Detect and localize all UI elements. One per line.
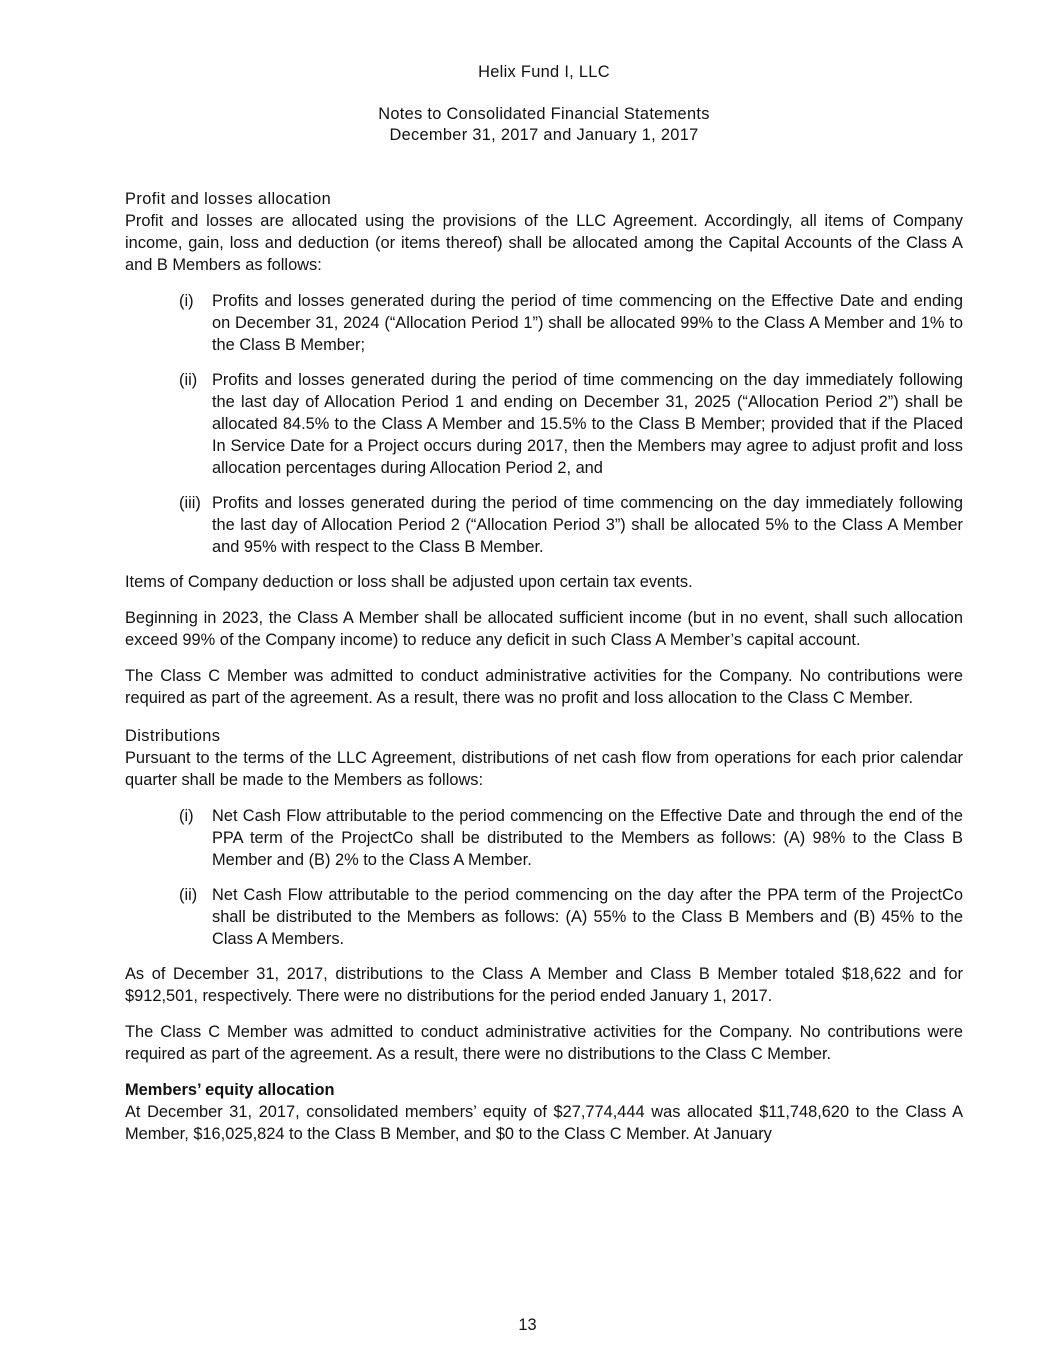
list-item-number: (ii) [179, 886, 198, 904]
distribution-totals-paragraph: As of December 31, 2017, distributions to the Class A Member and Class B Member totaled $18,622 and for $912,501, respectively. There were no distributions for the period ended January 1, 2017. [125, 965, 963, 1005]
list-item-text: Net Cash Flow attributable to the period commencing on the day after the PPA term of the ProjectCo shall be distributed to the Members as follows: (A) 55% to the Class B Members and (B) 45% to the Class A Members. [212, 886, 963, 948]
list-item [125, 492, 963, 558]
list-item-number: (i) [179, 292, 194, 310]
list-item [125, 884, 963, 950]
list-item-text: Net Cash Flow attributable to the period commencing on the Effective Date and through the end of the PPA term of the ProjectCo shall be distributed to the Members as follows: (A) 98% to the Class B Member and (B) 2% to the Class A Member. [212, 807, 963, 869]
profit-loss-section [125, 188, 963, 709]
document-title: Notes to Consolidated Financial Statements [378, 105, 710, 123]
list-item-number: (ii) [179, 371, 198, 389]
equity-paragraph: At December 31, 2017, consolidated members’ equity of $27,774,444 was allocated $11,748,620 to the Class A Member, $16,025,824 to the Class B Member, and $0 to the Class C Member. At January [125, 1103, 963, 1143]
list-item-text: Profits and losses generated during the period of time commencing on the day immediately following the last day of Allocation Period 2 (“Allocation Period 3”) shall be allocated 5% to the Class A Member and 95% with respect to the Class B Member. [212, 494, 963, 556]
list-item [125, 369, 963, 479]
distributions-list [125, 805, 963, 950]
tax-events-paragraph: Items of Company deduction or loss shall be adjusted upon certain tax events. [125, 573, 693, 591]
profit-loss-intro: Profit and losses are allocated using the provisions of the LLC Agreement. Accordingly, all items of Company income, gain, loss and deduction (or items thereof) shall be allocated among the Capital Accounts of the Class A and B Members as follows: [125, 212, 963, 274]
section-heading-equity: Members’ equity allocation [125, 1081, 335, 1099]
page-number: 13 [518, 1316, 537, 1334]
list-item-text: Profits and losses generated during the period of time commencing on the day immediately following the last day of Allocation Period 1 and ending on December 31, 2025 (“Allocation Period 2”) shall be allocated 84.5% to the Class A Member and 15.5% to the Class B Member; provided that if the Placed In Service Date for a Project occurs during 2017, then the Members may agree to adjust profit and loss allocation percentages during Allocation Period 2, and [212, 371, 963, 477]
document-dates: December 31, 2017 and January 1, 2017 [389, 126, 699, 144]
company-name: Helix Fund I, LLC [478, 63, 610, 81]
list-item-number: (i) [179, 807, 194, 825]
list-item [125, 805, 963, 871]
page-header [125, 62, 963, 146]
list-item [125, 290, 963, 356]
list-item-number: (iii) [179, 494, 201, 512]
section-heading-profit-loss: Profit and losses allocation [125, 190, 332, 208]
class-c-profit-paragraph: The Class C Member was admitted to conduct administrative activities for the Company. No contributions were required as part of the agreement. As a result, there was no profit and loss allocation to the Class C Member. [125, 667, 963, 707]
distributions-intro: Pursuant to the terms of the LLC Agreement, distributions of net cash flow from operations for each prior calendar quarter shall be made to the Members as follows: [125, 749, 963, 789]
list-item-text: Profits and losses generated during the period of time commencing on the Effective Date and ending on December 31, 2024 (“Allocation Period 1”) shall be allocated 99% to the Class A Member and 1% to the Class B Member; [212, 292, 963, 354]
profit-loss-list [125, 290, 963, 558]
equity-section [125, 1079, 963, 1145]
class-c-distributions-paragraph: The Class C Member was admitted to conduct administrative activities for the Company. No contributions were required as part of the agreement. As a result, there were no distributions to the Class C Member. [125, 1023, 963, 1063]
document-page [125, 62, 963, 1145]
distributions-section [125, 725, 963, 1065]
deficit-paragraph: Beginning in 2023, the Class A Member shall be allocated sufficient income (but in no event, shall such allocation exceed 99% of the Company income) to reduce any deficit in such Class A Member’s capital account. [125, 609, 963, 649]
section-heading-distributions: Distributions [125, 727, 221, 745]
